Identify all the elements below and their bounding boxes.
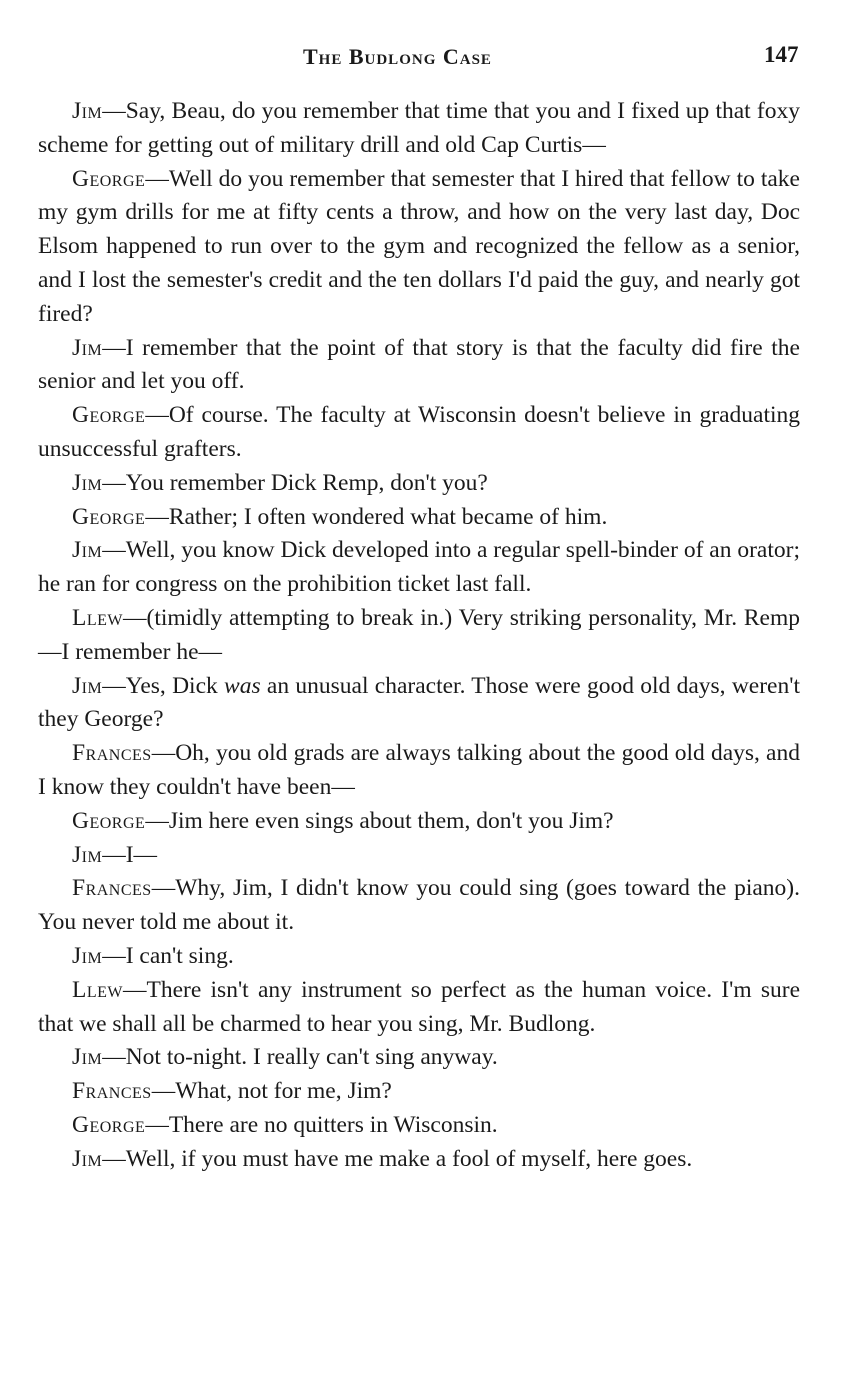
speech-text: Say, Beau, do you remember that time that you and I fixed up that foxy scheme for getting out of military drill and old Cap Curtis— [38, 98, 800, 158]
speech-text: I— [125, 841, 158, 868]
running-title: The Budlong Case [303, 44, 492, 69]
speech-text: What, not for me, Jim? [175, 1078, 392, 1105]
dialogue-paragraph [38, 940, 800, 974]
speaker-name: Jim [72, 98, 103, 124]
dialogue-paragraph [38, 1075, 800, 1109]
dialogue-paragraph [38, 501, 800, 535]
dialogue-paragraph [38, 602, 800, 670]
emphasis-text: was [224, 672, 261, 699]
speech-text: Well, you know Dick developed into a regular spell-binder of an orator; he ran for congress on the prohibition ticket last fall. [38, 537, 800, 598]
dialogue-paragraph [38, 872, 800, 940]
speech-text: There isn't any instrument so perfect as the human voice. I'm sure that we shall all be charmed to hear you sing, Mr. Budlong. [38, 976, 800, 1037]
dialogue-paragraph [38, 399, 800, 467]
dialogue-paragraph [38, 534, 800, 602]
speaker-name: Llew [72, 976, 124, 1003]
dialogue-paragraph [38, 839, 800, 873]
dialogue-paragraph [38, 95, 800, 163]
speaker-name: George [72, 165, 146, 192]
dialogue-paragraph [38, 1109, 800, 1143]
speaker-name: Jim [72, 469, 103, 496]
speech-text: You remember Dick Remp, don't you? [125, 469, 488, 496]
speech-text: Rather; I often wondered what became of him. [168, 503, 608, 530]
speaker-name: Jim [72, 1044, 103, 1071]
speaker-name: George [72, 1111, 146, 1138]
speech-text: There are no quitters in Wisconsin. [168, 1111, 498, 1138]
speech-text: Of course. The faculty at Wisconsin doesn't believe in graduating unsuccessful grafters. [38, 402, 800, 462]
speech-text: an unusual character. Those were good old days, weren't they George? [38, 672, 801, 733]
speech-text: Jim here even sings about them, don't you Jim? [168, 807, 614, 834]
speech-text: I can't sing. [125, 942, 234, 969]
speaker-name: Jim [72, 334, 103, 361]
speaker-name: Llew [72, 604, 124, 631]
page-number: 147 [764, 42, 799, 67]
speaker-name: Frances [72, 1078, 152, 1105]
speech-text: Well do you remember that semester that I hired that fellow to take my gym drills for me at fifty cents a throw, and how on the very last day, Doc Elsom happened to run over to the gym and recognized the fellow as a senior, and I lost the semester's credit and the ten dollars I'd paid the guy, and nearly got fired? [38, 165, 800, 327]
speaker-name: Jim [72, 1145, 103, 1172]
dialogue-paragraph [38, 332, 800, 400]
speaker-name: George [72, 503, 146, 530]
speaker-name: Jim [72, 841, 103, 868]
page-header [0, 40, 857, 74]
dialogue-paragraph [38, 467, 800, 501]
speaker-name: George [72, 807, 146, 834]
speech-text: Yes, Dick [125, 672, 225, 699]
dialogue-paragraph [38, 1143, 800, 1177]
speech-text: Not to-night. I really can't sing anyway. [125, 1044, 498, 1071]
dialogue-paragraph [38, 737, 800, 805]
speaker-name: Jim [72, 942, 103, 969]
dialogue-paragraph [38, 670, 800, 738]
speech-text: (timidly attempting to break in.) Very striking personality, Mr. Remp—I remember he— [38, 604, 800, 665]
speaker-name: Frances [72, 875, 152, 902]
speech-text: Well, if you must have me make a fool of myself, here goes. [125, 1145, 693, 1172]
dialogue-paragraph [38, 974, 800, 1042]
speaker-name: Jim [72, 537, 103, 564]
speech-text: I remember that the point of that story is that the faculty did fire the senior and let you off. [38, 334, 800, 395]
dialogue-paragraph [38, 1041, 800, 1075]
speaker-name: George [72, 402, 146, 429]
speech-text: Oh, you old grads are always talking about the good old days, and I know they couldn't have been— [38, 740, 800, 800]
speech-text: Why, Jim, I didn't know you could sing (goes toward the piano). You never told me about it. [38, 875, 800, 936]
speaker-name: Frances [72, 740, 152, 767]
dialogue-paragraph [38, 163, 800, 332]
speaker-name: Jim [72, 672, 103, 699]
dialogue-body [38, 95, 800, 1177]
dialogue-paragraph [38, 805, 800, 839]
